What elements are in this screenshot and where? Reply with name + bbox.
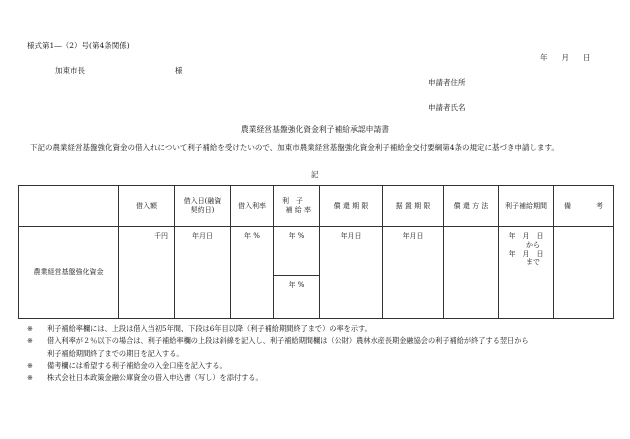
period-from: から [526,240,540,249]
cell-borrow-date: 年月日 [175,227,231,319]
note-mark: ※ [27,373,34,383]
header-amount: 借入額 [119,186,175,227]
header-subsidy-rate-b: 補 給 率 [285,206,311,214]
note-text: 借入利率が２％以下の場合は、利子補給率欄の上段は斜線を記入し、利子補給期間欄は（公財）農林水産長期金融協会の利子補給が終了する翌日から [47,336,529,346]
table-header-row [19,186,614,227]
note-mark: ※ [27,324,34,333]
ki-heading: 記 [311,170,319,179]
header-blank [19,186,119,227]
applicant-name-label: 申請者氏名 [428,103,466,112]
header-grace-period: 据 置 期 限 [383,186,444,227]
notes [27,323,529,384]
cell-rate: 年 % [231,227,274,319]
note-continuation: 利子補給期間終了までの期日を記入する。 [47,348,184,358]
note-item [27,323,529,335]
header-repay-method: 償 還 方 法 [444,186,499,227]
date-line [540,54,591,62]
application-table [18,185,614,319]
addressee: 加東市長 [55,66,85,75]
note-item [27,335,529,347]
document-title: 農業経営基盤強化資金利子補給承認申請書 [240,125,390,134]
cell-subsidy-period [499,227,554,319]
cell-amount: 千円 [119,227,175,319]
form-number: 様式第1―（2）号(第4条関係) [27,41,130,50]
cell-repay-method [444,227,499,319]
period-end: 年 月 日 [508,249,544,258]
table-row [19,227,614,276]
cell-repay-period: 年月日 [320,227,383,319]
note-item [27,372,529,384]
header-remarks-a: 備 [564,201,571,210]
header-subsidy-rate-a: 利 子 [282,197,303,206]
date-day: 日 [583,53,591,62]
note-mark: ※ [27,360,34,370]
addressee-honorific: 様 [175,66,183,75]
header-subsidy-period: 利子補給期間 [499,186,554,227]
cell-grace-period: 年月日 [383,227,444,319]
cell-remarks [554,227,614,319]
note-item [27,360,529,372]
body-text: 下記の農業経営基盤強化資金の借入れについて利子補給を受けたいので、加東市農業経営基盤強化資金利子補給金交付要綱第4条の規定に基づき申請します。 [30,143,559,152]
header-borrow-date [175,186,231,227]
header-subsidy-rate [274,186,320,227]
cell-subsidy-rate-lower: 年 % [274,276,320,319]
header-rate: 借入利率 [231,186,274,227]
header-repay-period: 償 還 期 限 [320,186,383,227]
fund-name: 農業経営基盤強化資金 [19,227,119,319]
header-borrow-date-line1: 借入日(融資 [183,197,222,206]
header-remarks [554,186,614,227]
date-year: 年 [540,53,548,62]
header-borrow-date-line2: 契約日) [190,206,215,214]
period-start: 年 月 日 [508,232,544,240]
note-text: 備考欄には希望する利子補給金の入金口座を記入する。 [47,360,227,370]
cell-subsidy-rate-upper: 年 % [274,227,320,276]
period-until: まで [526,258,540,267]
date-month: 月 [561,53,569,62]
note-mark: ※ [27,336,34,346]
note-text: 株式会社日本政策金融公庫資金の借入申込書（写し）を添付する。 [47,373,263,383]
applicant-address-label: 申請者住所 [428,78,466,87]
note-text: 利子補給率欄には、上段は借入当初5年間、下段は6年目以降（利子補給期間終了まで）の率を示す。 [47,324,372,333]
header-remarks-b: 考 [596,201,603,210]
